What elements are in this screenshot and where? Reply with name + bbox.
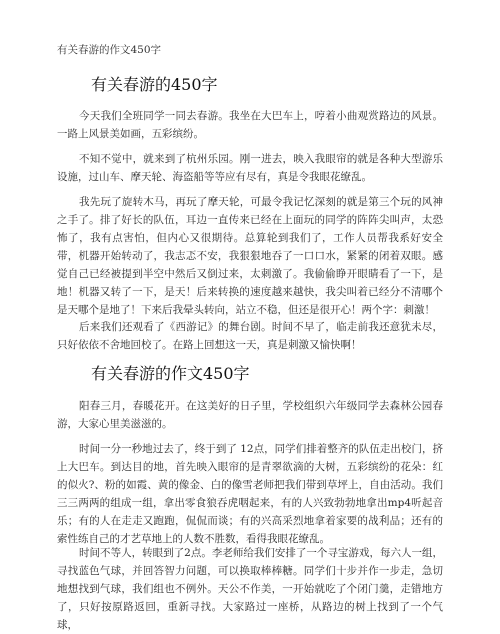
paragraph: 后来我们还观看了《西游记》的舞台剧。时间不早了，临走前我还意犹未尽，只好依依不舍地回校了。在路上回想这一天，真是刺激又愉快啊！	[57, 321, 443, 351]
section-heading-1: 有关春游的450字	[91, 75, 218, 94]
document-title: 有关春游的作文450字	[57, 44, 162, 56]
paragraph: 时间不等人，转眼到了2点。李老师给我们安排了一个寻宝游戏，每六人一组，寻找蓝色气球，并回答智力问题，可以换取棒棒糖。同学们十步并作一步走，急切地想找到气球，我们组也不例外。天公不作美，一开始就吃了个闭门羹，走错地方了，只好按原路返回，重新寻找。大家路过一座桥，从路边的树上找到了一个气球，	[57, 547, 443, 631]
paragraph: 阳春三月，春暖花开。在这美好的日子里，学校组织六年级同学去森林公园春游，大家心里美滋滋的。	[57, 400, 443, 430]
paragraph: 不知不觉中，就来到了杭州乐园。刚一进去，映入我眼帘的就是各种大型游乐设施，过山车、摩天轮、海盗船等等应有尽有，真是令我眼花缭乱。	[57, 153, 443, 183]
paragraph: 今天我们全班同学一同去春游。我坐在大巴车上，哼着小曲观赏路边的风景。一路上风景美如画，五彩缤纷。	[57, 110, 443, 140]
section-heading-2: 有关春游的作文450字	[91, 364, 250, 383]
paragraph: 时间一分一秒地过去了，终于到了 12点，同学们排着整齐的队伍走出校门，挤上大巴车。到达目的地，首先映入眼帘的是青翠欲滴的大树，五彩缤纷的花朵：红的似火?、粉的如霞、黄的像金、白的像雪老师把我们带到草坪上，自由活动。我们三三两两的组成一组，拿出零食狼吞虎咽起来，有的人兴致勃勃地拿出mp4听起音乐；有的人在走走又跑跑，侃侃而谈；有的兴高采烈地拿着家要的战利品；还有的索性练自己的才艺草地上的人数不胜数，看得我眼花缭乱。	[57, 443, 443, 545]
paragraph: 我先玩了旋转木马，再玩了摩天轮，可最令我记忆深刻的就是第三个玩的风神之手了。排了好长的队伍，耳边一直传来已经在上面玩的同学的阵阵尖叫声，太恐怖了，我有点害怕，但内心又很期待。总算轮到我们了，工作人员帮我系好安全带，机器开始转动了，我志忑不安，我狠狠地吞了一口口水，紧紧的闭着双眼。感觉自己已经被提到半空中然后又倒过来，太刺激了。我偷偷睁开眼睛看了一下，是地！机器又转了一下，是天！后来转换的速度越来越快，我尖叫着已经分不清哪个是天哪个是地了！下来后我晕头转向，站立不稳，但还是很开心！两个字：刺激！	[57, 196, 443, 316]
